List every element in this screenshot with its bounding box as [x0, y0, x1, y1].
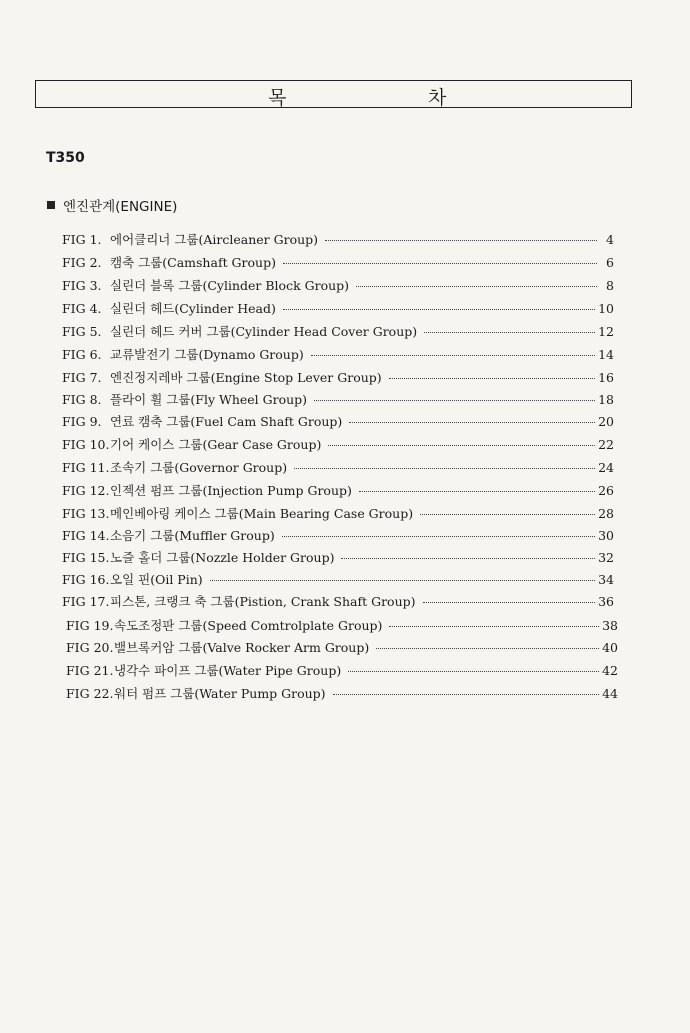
toc-fig-number: FIG 2. [62, 255, 102, 270]
dot-leader [376, 648, 599, 649]
toc-page-number: 30 [598, 528, 614, 543]
toc-entry-label: 오일 핀(Oil Pin) [110, 572, 203, 587]
toc-entry-label: 속도조정판 그룹(Speed Comtrolplate Group) [114, 618, 383, 633]
dot-leader [424, 332, 595, 333]
toc-entry [62, 570, 614, 588]
toc-entry [66, 661, 618, 679]
title-box [35, 80, 632, 108]
toc-entry-label: 노즐 홀더 그룹(Nozzle Holder Group) [110, 550, 335, 565]
toc-entry [66, 638, 618, 656]
toc-page-number: 18 [598, 392, 614, 407]
toc-fig-number: FIG 17. [62, 594, 110, 609]
toc-page-number: 22 [598, 437, 614, 452]
toc-entry [62, 253, 614, 271]
toc-entry [62, 368, 614, 386]
dot-leader [359, 491, 595, 492]
toc-entry [62, 592, 614, 610]
toc-fig-number: FIG 1. [62, 232, 102, 247]
toc-fig-number: FIG 7. [62, 370, 102, 385]
toc-entry-label: 에어클리너 그룹(Aircleaner Group) [110, 232, 319, 247]
toc-entry [62, 230, 614, 248]
toc-page-number: 26 [598, 483, 614, 498]
toc-page-number: 36 [598, 594, 614, 609]
title-char-left: 목 [268, 87, 288, 109]
toc-entry [62, 412, 614, 430]
toc-page-number: 10 [598, 301, 614, 316]
toc-fig-number: FIG 6. [62, 347, 102, 362]
toc-page-number: 12 [598, 324, 614, 339]
toc-fig-number: FIG 5. [62, 324, 102, 339]
dot-leader [389, 378, 595, 379]
toc-entry [62, 481, 614, 499]
toc-page-number: 6 [606, 255, 614, 270]
dot-leader [356, 286, 597, 287]
toc-entry-label: 조속기 그룹(Governor Group) [110, 460, 288, 475]
toc-entry [66, 616, 618, 634]
toc-entry-label: 워터 펌프 그룹(Water Pump Group) [114, 686, 326, 701]
toc-page-number: 32 [598, 550, 614, 565]
dot-leader [328, 445, 595, 446]
toc-fig-number: FIG 21. [66, 663, 114, 678]
dot-leader [423, 602, 596, 603]
toc-entry-label: 피스톤, 크랭크 축 그룹(Pistion, Crank Shaft Group) [110, 594, 416, 609]
toc-entry [62, 390, 614, 408]
toc-fig-number: FIG 16. [62, 572, 110, 587]
toc-fig-number: FIG 11. [62, 460, 110, 475]
dot-leader [283, 309, 595, 310]
toc-page-number: 20 [598, 414, 614, 429]
toc-entry-label: 실린더 헤드(Cylinder Head) [110, 301, 276, 316]
dot-leader [325, 240, 597, 241]
toc-page-number: 24 [598, 460, 614, 475]
toc-entry-label: 플라이 휠 그룹(Fly Wheel Group) [110, 392, 308, 407]
toc-entry [62, 299, 614, 317]
toc-fig-number: FIG 3. [62, 278, 102, 293]
dot-leader [389, 626, 599, 627]
toc-fig-number: FIG 15. [62, 550, 110, 565]
square-bullet-icon [47, 201, 55, 209]
dot-leader [333, 694, 600, 695]
toc-fig-number: FIG 14. [62, 528, 110, 543]
toc-page-number: 42 [602, 663, 618, 678]
dot-leader [311, 355, 595, 356]
dot-leader [210, 580, 595, 581]
toc-entry [62, 504, 614, 522]
toc-entry-label: 인젝션 펌프 그룹(Injection Pump Group) [110, 483, 352, 498]
toc-entry [62, 458, 614, 476]
toc-entry-label: 캠축 그룹(Camshaft Group) [110, 255, 276, 270]
toc-page-number: 28 [598, 506, 614, 521]
toc-page-number: 40 [602, 640, 618, 655]
dot-leader [349, 422, 595, 423]
title-char-right: 차 [428, 87, 448, 109]
toc-fig-number: FIG 19. [66, 618, 114, 633]
toc-entry [62, 526, 614, 544]
toc-page-number: 16 [598, 370, 614, 385]
toc-entry [62, 276, 614, 294]
toc-fig-number: FIG 9. [62, 414, 102, 429]
dot-leader [294, 468, 595, 469]
toc-page-number: 44 [602, 686, 618, 701]
toc-fig-number: FIG 4. [62, 301, 102, 316]
toc-entry [66, 684, 618, 702]
dot-leader [348, 671, 599, 672]
toc-page-number: 38 [602, 618, 618, 633]
dot-leader [283, 263, 597, 264]
toc-entry-label: 엔진정지레바 그룹(Engine Stop Lever Group) [110, 370, 382, 385]
toc-entry [62, 322, 614, 340]
model-label: T350 [46, 150, 85, 166]
toc-page-number: 34 [598, 572, 614, 587]
toc-entry-label: 실린더 블록 그룹(Cylinder Block Group) [110, 278, 350, 293]
toc-entry-label: 교류발전기 그룹(Dynamo Group) [110, 347, 304, 362]
toc-fig-number: FIG 13. [62, 506, 110, 521]
toc-page-number: 14 [598, 347, 614, 362]
toc-fig-number: FIG 20. [66, 640, 114, 655]
dot-leader [341, 558, 595, 559]
toc-entry-label: 소음기 그룹(Muffler Group) [110, 528, 275, 543]
toc-entry-label: 실린더 헤드 커버 그룹(Cylinder Head Cover Group) [110, 324, 418, 339]
toc-entry [62, 435, 614, 453]
toc-entry-label: 냉각수 파이프 그룹(Water Pipe Group) [114, 663, 342, 678]
section-heading [47, 195, 177, 215]
dot-leader [282, 536, 595, 537]
toc-entry-label: 연료 캠축 그룹(Fuel Cam Shaft Group) [110, 414, 343, 429]
toc-page-number: 8 [606, 278, 614, 293]
toc-entry-label: 밸브록커암 그룹(Valve Rocker Arm Group) [114, 640, 370, 655]
toc-entry [62, 548, 614, 566]
toc-fig-number: FIG 8. [62, 392, 102, 407]
section-title: 엔진관계(ENGINE) [63, 199, 178, 215]
toc-entry-label: 메인베아링 케이스 그룹(Main Bearing Case Group) [110, 506, 414, 521]
toc-fig-number: FIG 10. [62, 437, 110, 452]
toc-page-number: 4 [606, 232, 614, 247]
dot-leader [314, 400, 595, 401]
toc-entry [62, 345, 614, 363]
dot-leader [420, 514, 595, 515]
toc-fig-number: FIG 12. [62, 483, 110, 498]
toc-entry-label: 기어 케이스 그룹(Gear Case Group) [110, 437, 322, 452]
toc-fig-number: FIG 22. [66, 686, 114, 701]
